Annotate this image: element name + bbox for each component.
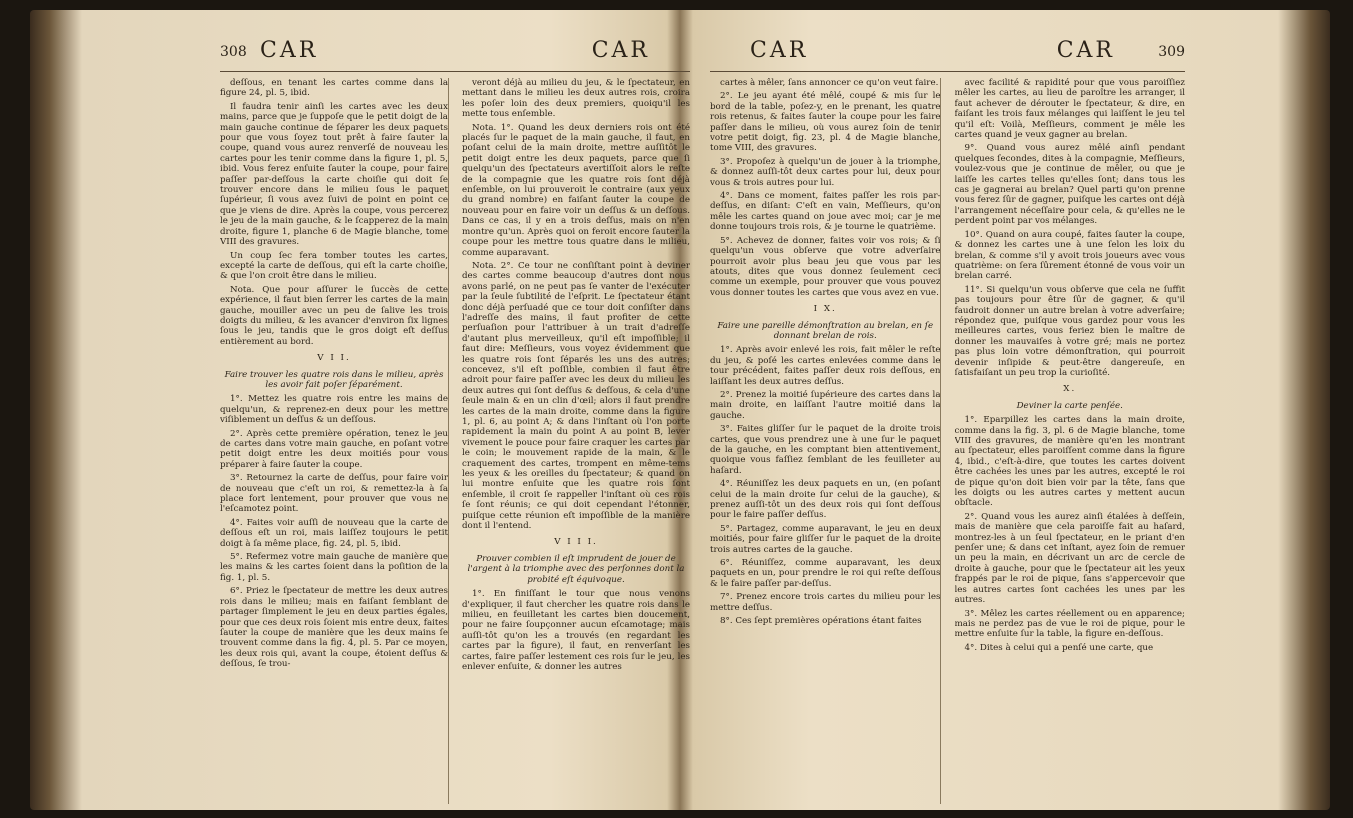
paragraph: 4°. Réuniſſez les deux paquets en un, (en poſant celui de la main droite ſur celui de la gauche), & prenez auſſi-tôt un des deux rois qui ſont deſſous pour le faire paſſer deſſus.: [710, 479, 941, 521]
left-head-word-2: CAR: [591, 38, 650, 63]
section-title: Prouver combien il eſt imprudent de jouer de l'argent à la triomphe avec des perſonnes dont la probité eſt équivoque.: [467, 553, 685, 585]
left-column-divider: [448, 78, 449, 804]
paragraph: 11°. Si quelqu'un vous obſerve que cela ne ſuffit pas toujours pour être ſûr de gagner, & qu'il faudroit donner un autre brelan à votre adverſaire; répondez que, puiſque vous gardez pour vous les meilleures cartes, vous feriez bien le maître de donner les mauvaiſes à votre gré; mais ne portez pas plus loin votre démonſtration, qui pourroit devenir inſipide & peut-être dangereuſe, en ſatisfaiſant un peu trop la curioſité.: [954, 284, 1185, 378]
left-column-1: [220, 78, 448, 804]
paragraph: 2°. Après cette première opération, tenez le jeu de cartes dans votre main gauche, en poſant votre petit doigt entre les deux moitiés pour vous préparer à faire ſauter la coupe.: [220, 428, 448, 470]
paragraph: Nota. 2°. Ce tour ne conſiſtant point à deviner des cartes comme beaucoup d'autres dont nous avons parlé, on ne peut pas ſe vanter de l'exécuter par la ſeule ſubtilité de l'eſprit. Le ſpectateur étant donc déjà perſuadé que ce tour doit conſiſter dans l'adreſſe des mains, il faut profiter de cette perſuaſion pour l'attribuer à un trait d'adreſſe d'autant plus merveilleux, qu'il eſt impoſſible; il faut dire: Meſſieurs, vous voyez évidemment que les quatre rois ſont ſéparés les uns des autres; concevez, s'il eſt poſſible, combien il faut être adroit pour faire paſſer avec les deux du milieu les deux autres qui ſont deſſus & deſſous, & cela d'une ſeule main & en un clin d'œil; alors il faut prendre les cartes de la main droite, comme dans la figure 1, pl. 6, au point A; & dans l'inſtant où l'on porte rapidement la main du point A au point B, lever vivement le pouce pour faire craquer les cartes par le coin; le mouvement rapide de la main, & le craquement des cartes, trompent en même-tems les yeux & les oreilles du ſpectateur; & quand on lui montre enſuite que les quatre rois ſont enſemble, il croit ſe rappeller l'inſtant où ces rois ſe ſont réunis; ce qui doit cependant l'étonner, puiſque cette réunion eſt impoſſible de la manière dont il l'entend.: [462, 260, 690, 532]
paragraph: 2°. Quand vous les aurez ainſi étalées à deſſein, mais de manière que cela paroiſſe fait au haſard, montrez-les à un ſeul ſpectateur, en le priant d'en penſer une; & dans cet inſtant, ayez ſoin de remuer un peu la main, en décrivant un arc de cercle de droite à gauche, pour que le ſpectateur ait les yeux frappés par le roi de pique, ſans s'appercevoir que les autres cartes ſont cachées les unes par les autres.: [954, 511, 1185, 606]
paragraph: 7°. Prenez encore trois cartes du milieu pour les mettre deſſus.: [710, 592, 941, 613]
right-column-1: [710, 78, 941, 804]
left-running-head: [220, 38, 690, 70]
paragraph: Nota. Que pour aſſurer le ſuccès de cette expérience, il faut bien ſerrer les cartes de la main gauche, mouiller avec un peu de ſalive les trois doigts du milieu, & les avancer d'environ ſix lignes ſous le jeu, tandis que le gros doigt eſt deſſus entièrement au bord.: [220, 284, 448, 347]
left-page: [220, 38, 690, 804]
section-numeral: V I I.: [317, 353, 351, 364]
paragraph: 4°. Dites à celui qui a penſé une carte, que: [964, 642, 1154, 653]
paragraph: avec facilité & rapidité pour que vous paroiſſiez mêler les cartes, au lieu de paroître les arranger, il faut achever de dérouter le ſpectateur, & dire, en faiſant les trois faux mélanges qui laiſſent le jeu tel qu'il eſt: Voilà, Meſſieurs, comment je mêle les cartes quand je veux gagner au brelan.: [954, 78, 1185, 141]
paragraph: 3°. Mêlez les cartes réellement ou en apparence; mais ne perdez pas de vue le roi de pique, pour le mettre enſuite ſur la table, la figure en-deſſous.: [954, 608, 1185, 640]
right-head-word-1: CAR: [750, 38, 809, 63]
section-title: Deviner la carte penſée.: [1016, 400, 1123, 411]
paragraph: veront déjà au milieu du jeu, & le ſpectateur, en mettant dans le milieu les deux autres rois, croira les poſer loin des deux premiers, quoiqu'il les mette tous enſemble.: [462, 78, 690, 120]
paragraph: 4°. Dans ce moment, faites paſſer les rois par-deſſus, en diſant: C'eſt en vain, Meſſieurs, qu'on mêle les cartes quand on joue avec moi; car je me donne toujours trois rois, & je tourne le quatrième.: [710, 191, 941, 233]
paragraph: 1°. Après avoir enlevé les rois, fait mêler le reſte du jeu, & poſé les cartes enlevées comme dans le tour précédent, faites paſſer deux rois deſſous, en laiſſant les deux autres deſſus.: [710, 345, 941, 387]
left-page-number: 308: [220, 44, 247, 60]
section-title: Faire une pareille démonſtration au brelan, en ſe donnant brelan de rois.: [717, 320, 934, 341]
right-head-word-2: CAR: [1056, 38, 1115, 63]
paragraph: Il faudra tenir ainſi les cartes avec les deux mains, parce que je ſuppoſe que le petit doigt de la main gauche continue de ſéparer les deux paquets pour que vous ſoyez tout prêt à faire ſauter la coupe, quand vous aurez renverſé de nouveau les cartes pour les tenir comme dans la figure 1, pl. 5, ibid. Vous ferez enſuite ſauter la coupe, pour faire paſſer par-deſſous la carte choiſie qui doit ſe trouver encore dans le milieu ſous le paquet ſupérieur, ſi vous avez ſuivi de point en point ce que je viens de dire. Après la coupe, vous percerez le jeu de la main gauche, & le ſcapperez de la main droite, figure 1, planche 6 de Magie blanche, tome VIII des gravures.: [220, 101, 448, 248]
paragraph: 3°. Retournez la carte de deſſus, pour faire voir de nouveau que c'eſt un roi, & remettez-la à ſa place fort lentement, pour prouver que vous ne l'eſcamotez point.: [220, 473, 448, 515]
paragraph: 6°. Priez le ſpectateur de mettre les deux autres rois dans le milieu; mais en faiſant ſemblant de partager ſimplement le jeu en deux parties égales, pour que ces deux rois ſoient mis entre deux, faites ſauter la coupe de manière que les deux mains ſe trouvent comme dans la fig. 4, pl. 5. Par ce moyen, les deux rois qui, avant la coupe, étoient deſſus & deſſous, ſe trou-: [220, 586, 448, 670]
paragraph: 1°. Mettez les quatre rois entre les mains de quelqu'un, & reprenez-en deux pour les mettre viſiblement un deſſus & un deſſous.: [220, 394, 448, 426]
paragraph: 9°. Quand vous aurez mêlé ainſi pendant quelques ſecondes, dites à la compagnie, Meſſieurs, voulez-vous que je continue de mêler, ou que je laiſſe les cartes telles qu'elles ſont; dans tous les cas je gagnerai au brelan? Quel parti qu'on prenne vous ferez ſûr de gagner, puiſque les cartes ont déjà l'arrangement néceſſaire pour cela, & qu'elles ne le perdent point par vos mélanges.: [954, 143, 1185, 227]
paragraph: 4°. Faites voir auſſi de nouveau que la carte de deſſous eſt un roi, mais laiſſez toujours le petit doigt à ſa même place, fig. 24, pl. 5, ibid.: [220, 517, 448, 549]
section-numeral: X.: [1063, 384, 1077, 395]
right-column-divider: [940, 78, 941, 804]
right-page: [710, 38, 1185, 804]
right-head-rule: [710, 71, 1185, 72]
paragraph: 1°. Eparpillez les cartes dans la main droite, comme dans la fig. 3, pl. 6 de Magie blanche, tome VIII des gravures, de manière qu'en les montrant au ſpectateur, elles paroiſſent comme dans la figure 4, ibid., c'eſt-à-dire, que toutes les cartes doivent être cachées les unes par les autres, excepté le roi de pique qu'on doit bien voir par la tête, ſans que les doigts ou les autres cartes y mettent aucun obſtacle.: [954, 415, 1185, 509]
section-numeral: V I I I.: [554, 537, 598, 548]
paragraph: 10°. Quand on aura coupé, faites ſauter la coupe, & donnez les cartes une à une ſelon les loix du brelan, & comme s'il y avoit trois joueurs avec vous quatrième: on ſera ſûrement étonné de vous voir un brelan carré.: [954, 229, 1185, 282]
paragraph: 6°. Réuniſſez, comme auparavant, les deux paquets en un, pour prendre le roi qui reſte deſſous & le faire paſſer par-deſſus.: [710, 558, 941, 589]
open-book: [30, 10, 1330, 810]
left-head-rule: [220, 71, 690, 72]
paragraph: 5°. Achevez de donner, faites voir vos rois; & ſi quelqu'un vous obſerve que votre adverſaire pourroit avoir plus beau jeu que vous par les atouts, dites que vous donnez ſeulement ceci comme un exemple, pour prouver que vous pouvez vous donner toutes les cartes que vous avez en vue.: [710, 235, 941, 298]
paragraph: 3°. Propoſez à quelqu'un de jouer à la triomphe, & donnez auſſi-tôt deux cartes pour lui, deux pour vous & trois autres pour lui.: [710, 156, 941, 188]
paragraph: 8°. Ces ſept premières opérations étant faites: [720, 616, 922, 627]
section-numeral: I X.: [813, 304, 837, 315]
paragraph: Nota. 1°. Quand les deux derniers rois ont été placés ſur le paquet de la main gauche, il faut, en poſant celui de la main droite, mettre auſſitôt le petit doigt entre les deux paquets, parce que ſi quelqu'un des ſpectateurs avertiſſoit alors le reſte de la compagnie que les quatre rois ſont déjà enſemble, on lui prouveroit le contraire (aux yeux du grand nombre) en faiſant ſauter la coupe de nouveau pour en faire voir un deſſus & un deſſous. Dans ce cas, il y en a trois deſſus, mais on n'en montre qu'un. Après quoi on feroit encore ſauter la coupe pour les mettre tous quatre dans le milieu, comme auparavant.: [462, 122, 690, 258]
paragraph: 5°. Refermez votre main gauche de manière que les mains & les cartes ſoient dans la poſition de la fig. 1, pl. 5.: [220, 552, 448, 583]
paragraph: 2°. Le jeu ayant été mêlé, coupé & mis ſur le bord de la table, poſez-y, en le prenant, les quatre rois retenus, & faites ſauter la coupe pour les faire paſſer dans le milieu, où vous aurez ſoin de tenir votre petit doigt, fig. 23, pl. 4 de Magie blanche, tome VIII, des gravures.: [710, 91, 941, 154]
paragraph: 1°. En finiſſant le tour que nous venons d'expliquer, il faut chercher les quatre rois dans le milieu, en feuilletant les cartes bien doucement, pour ne faire ſoupçonner aucun eſcamotage; mais auſſi-tôt qu'on les a trouvés (en regardant les cartes par la figure), il faut, en renverſant les cartes, faire paſſer lestement ces rois ſur le jeu, les enlever enſuite, & donner les autres: [462, 589, 690, 672]
left-column-2: [462, 78, 690, 804]
right-column-2: [955, 78, 1186, 804]
section-title: Faire trouver les quatre rois dans le milieu, après les avoir fait poſer ſéparément.: [224, 369, 444, 390]
right-running-head: [710, 38, 1185, 70]
paragraph: 2°. Prenez la moitié ſupérieure des cartes dans la main droite, en laiſſant l'autre moitié dans la gauche.: [710, 389, 941, 421]
paragraph: cartes à mêler, ſans annoncer ce qu'on veut faire.: [720, 78, 939, 88]
paragraph: deſſous, en tenant les cartes comme dans la figure 24, pl. 5, ibid.: [220, 78, 448, 99]
paragraph: 5°. Partagez, comme auparavant, le jeu en deux moitiés, pour faire gliſſer ſur le paquet de la droite trois autres cartes de la gauche.: [710, 523, 941, 555]
left-head-word-1: CAR: [260, 38, 319, 63]
paragraph: 3°. Faites gliſſer ſur le paquet de la droite trois cartes, que vous prendrez une à une ſur le paquet de la gauche, en les comptant bien attentivement, quoique vous faſſiez ſemblant de les feuilleter au haſard.: [710, 424, 941, 476]
paragraph: Un coup ſec fera tomber toutes les cartes, excepté la carte de deſſous, qui eſt la carte choiſie, & que l'on croit être dans le milieu.: [220, 250, 448, 282]
right-page-number: 309: [1158, 44, 1185, 60]
